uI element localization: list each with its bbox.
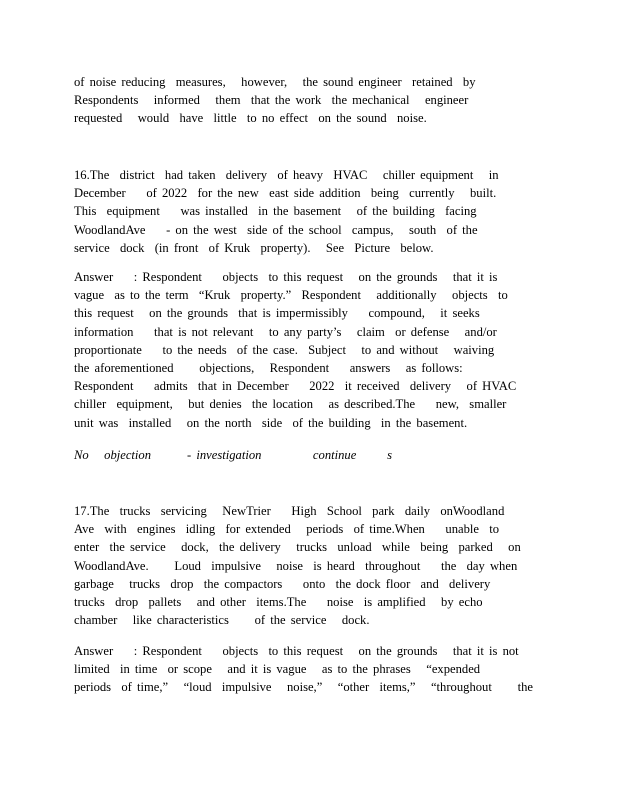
text-line: Answer : Respondent objects to this request on the grounds that it is not bbox=[74, 644, 519, 658]
text-line: enter the service dock, the delivery trucks unload while being parked on bbox=[74, 540, 521, 555]
text-line: WoodlandAve. Loud impulsive noise is heard throughout the day when bbox=[74, 558, 518, 573]
text-line: the aforementioned objections, Respondent answers as follows: bbox=[74, 360, 463, 375]
handwritten-note: No objection - investigation continue s bbox=[74, 448, 393, 462]
answer-16 bbox=[74, 268, 516, 432]
answer-17 bbox=[74, 642, 533, 697]
text-line: information that is not relevant to any party’s claim or defense and/or bbox=[74, 324, 497, 339]
text-line: service dock (in front of Kruk property). See Picture below. bbox=[74, 240, 434, 255]
text-line: trucks drop pallets and other items.The noise is amplified by echo bbox=[74, 594, 483, 609]
text-line: 16.The district had taken delivery of heavy HVAC chiller equipment in bbox=[74, 168, 499, 182]
note-16 bbox=[74, 446, 392, 464]
text-line: chamber like characteristics of the service dock. bbox=[74, 613, 370, 628]
text-line: vague as to the term “Kruk property.” Respondent additionally objects to bbox=[74, 288, 508, 303]
text-line: Ave with engines idling for extended periods of time.When unable to bbox=[74, 522, 500, 537]
text-line: periods of time,” “loud impulsive noise,” “other items,” “throughout the bbox=[74, 680, 533, 695]
text-line: of noise reducing measures, however, the sound engineer retained by bbox=[74, 75, 476, 89]
text-line: WoodlandAve - on the west side of the school campus, south of the bbox=[74, 222, 478, 237]
continued-paragraph bbox=[74, 73, 476, 128]
text-line: requested would have little to no effect on the sound noise. bbox=[74, 111, 427, 126]
request-16 bbox=[74, 166, 499, 257]
text-line: Respondents informed them that the work the mechanical engineer bbox=[74, 93, 469, 108]
text-line: 17.The trucks servicing NewTrier High School park daily onWoodland bbox=[74, 504, 505, 518]
request-17 bbox=[74, 502, 521, 629]
text-line: this request on the grounds that is impermissibly compound, it seeks bbox=[74, 306, 480, 321]
text-line: garbage trucks drop the compactors onto the dock floor and delivery bbox=[74, 576, 491, 591]
text-line: chiller equipment, but denies the location as described.The new, smaller bbox=[74, 397, 507, 412]
text-line: This equipment was installed in the basement of the building facing bbox=[74, 204, 477, 219]
text-line: Respondent admits that in December 2022 it received delivery of HVAC bbox=[74, 379, 517, 394]
text-line: unit was installed on the north side of the building in the basement. bbox=[74, 415, 468, 430]
text-line: Answer : Respondent objects to this request on the grounds that it is bbox=[74, 270, 498, 284]
text-line: proportionate to the needs of the case. Subject to and without waiving bbox=[74, 342, 495, 357]
text-line: December of 2022 for the new east side addition being currently built. bbox=[74, 186, 497, 201]
text-line: limited in time or scope and it is vague as to the phrases “expended bbox=[74, 662, 481, 677]
